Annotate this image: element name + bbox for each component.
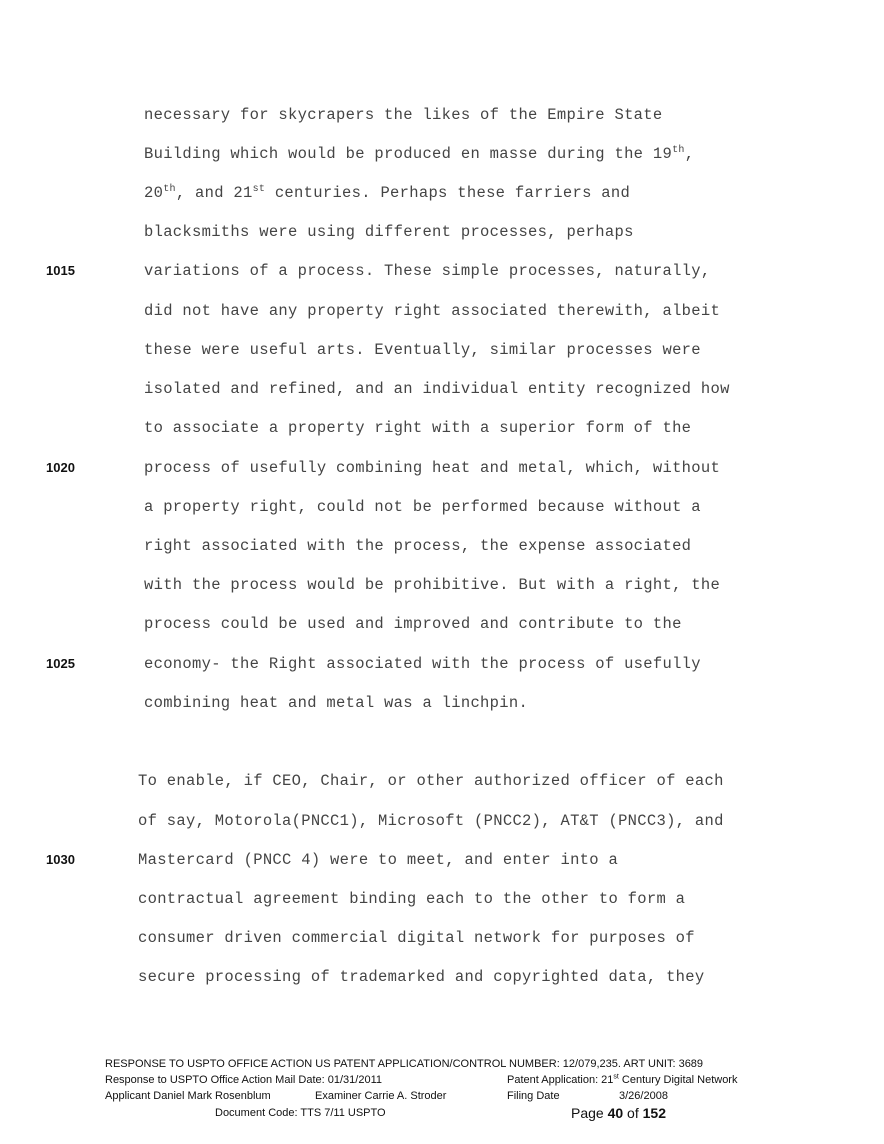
body-text: Building which would be produced en masse during the 19 — [144, 145, 673, 163]
footer-filing-date: 3/26/2008 — [619, 1090, 668, 1102]
superscript: th — [163, 183, 176, 195]
footer-line: RESPONSE TO USPTO OFFICE ACTION US PATENT APPLICATION/CONTROL NUMBER: 12/079,235. ART UNIT: 3689 — [105, 1058, 704, 1070]
body-line: to associate a property right with a superior form of the — [144, 419, 692, 437]
current-page: 40 — [607, 1105, 624, 1121]
superscript: st — [252, 183, 266, 195]
body-line: right associated with the process, the expense associated — [144, 537, 692, 555]
body-line: did not have any property right associated therewith, albeit — [144, 302, 721, 320]
footer-patent-application — [507, 1074, 737, 1086]
footer-text: Patent Application: 21 — [507, 1074, 614, 1086]
footer-mail-date: Response to USPTO Office Action Mail Date: 01/31/2011 — [105, 1074, 382, 1086]
superscript: st — [613, 1073, 619, 1081]
body-line: process of usefully combining heat and metal, which, without — [144, 459, 721, 477]
body-line — [144, 145, 694, 163]
body-text: , — [684, 145, 695, 163]
body-line: blacksmiths were using different processes, perhaps — [144, 223, 634, 241]
body-line: combining heat and metal was a linchpin. — [144, 694, 529, 712]
footer-text: of — [623, 1105, 643, 1121]
footer-page-number — [571, 1105, 666, 1121]
body-line: a property right, could not be performed because without a — [144, 498, 701, 516]
body-line: Mastercard (PNCC 4) were to meet, and enter into a — [138, 851, 619, 869]
body-line: these were useful arts. Eventually, similar processes were — [144, 341, 701, 359]
body-line: of say, Motorola(PNCC1), Microsoft (PNCC2), AT&T (PNCC3), and — [138, 812, 724, 830]
footer-text: Page — [571, 1105, 608, 1121]
body-line: with the process would be prohibitive. But with a right, the — [144, 576, 721, 594]
footer-filing-label: Filing Date — [507, 1090, 560, 1102]
body-line: process could be used and improved and contribute to the — [144, 615, 682, 633]
body-line: necessary for skycrapers the likes of the Empire State — [144, 106, 663, 124]
body-line: isolated and refined, and an individual entity recognized how — [144, 380, 730, 398]
body-text: centuries. Perhaps these farriers and — [265, 184, 631, 202]
body-line: To enable, if CEO, Chair, or other authorized officer of each — [138, 772, 724, 790]
body-line: secure processing of trademarked and copyrighted data, they — [138, 968, 705, 986]
line-number: 1015 — [46, 263, 75, 278]
footer-document-code: Document Code: TTS 7/11 USPTO — [215, 1107, 386, 1119]
footer-text: Century Digital Network — [618, 1074, 738, 1086]
line-number: 1020 — [46, 460, 75, 475]
body-text: 20 — [144, 184, 164, 202]
body-text: , and 21 — [175, 184, 253, 202]
body-line — [144, 184, 630, 202]
line-number: 1025 — [46, 656, 75, 671]
body-line: consumer driven commercial digital network for purposes of — [138, 929, 695, 947]
line-number: 1030 — [46, 852, 75, 867]
body-line: contractual agreement binding each to the other to form a — [138, 890, 686, 908]
superscript: th — [672, 144, 685, 156]
total-pages: 152 — [642, 1105, 666, 1121]
footer-applicant: Applicant Daniel Mark Rosenblum — [105, 1090, 271, 1102]
body-line: variations of a process. These simple processes, naturally, — [144, 262, 711, 280]
body-line: economy- the Right associated with the process of usefully — [144, 655, 701, 673]
footer-examiner: Examiner Carrie A. Stroder — [315, 1090, 447, 1102]
